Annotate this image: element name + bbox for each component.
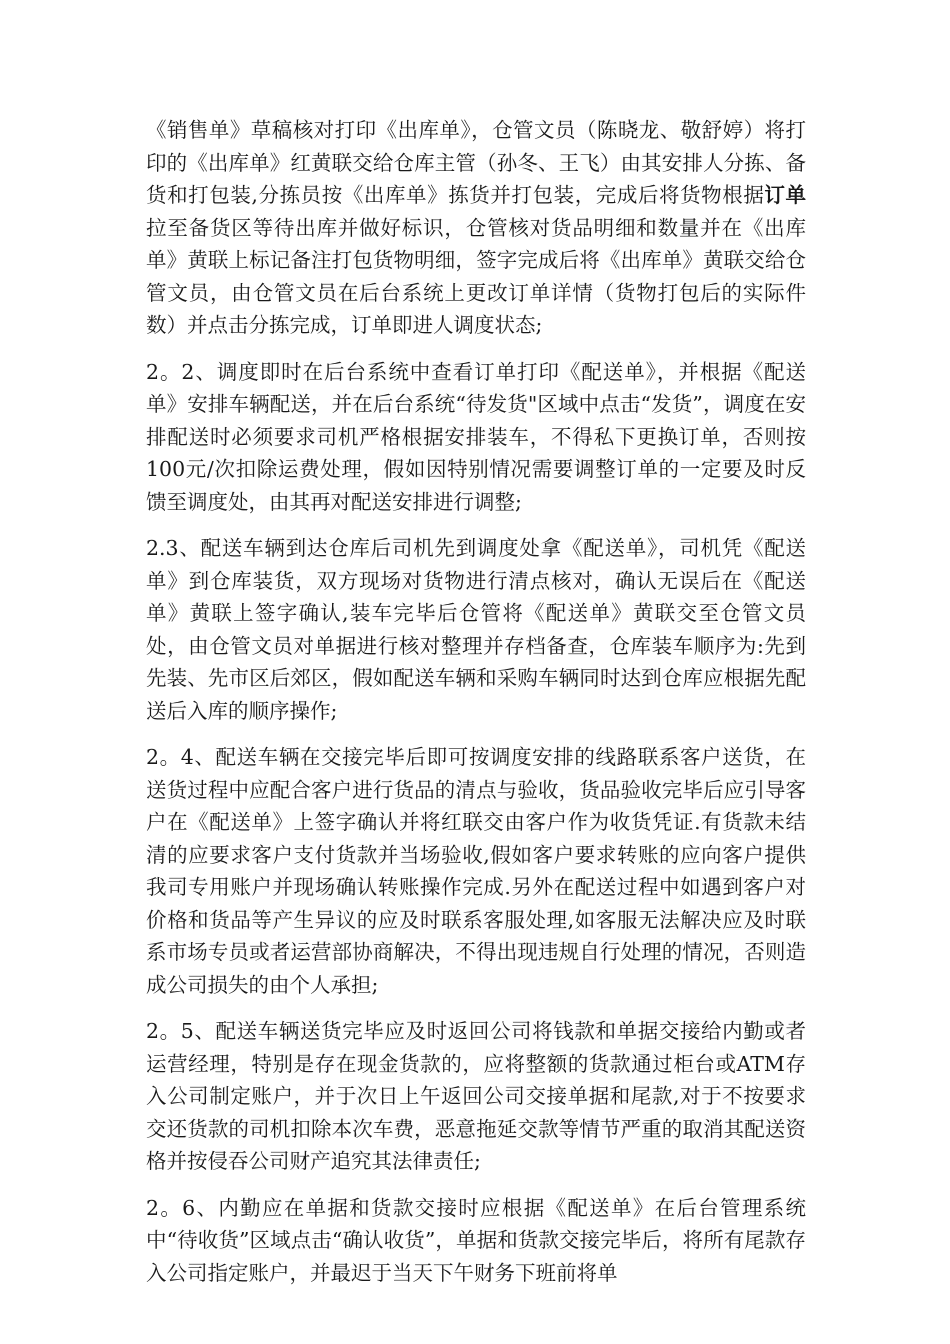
paragraph-outbound-picking [146, 114, 806, 342]
paragraph-text-end: 拉至备货区等待出库并做好标识，仓管核对货品明细和数量并在《出库单》黄联上标记备注打包货物明细，签字完成后将《出库单》黄联交给仓管文员，由仓管文员在后台系统上更改订单详情（货物打包后的实际件数）并点击分拣完成，订单即进人调度状态; [146, 215, 806, 337]
paragraph-text-start: 《销售单》草稿核对打印《出库单》，仓管文员（陈晓龙、敬舒婷）将打印的《出库单》红黄联交给仓库主管（孙冬、王飞）由其安排人分拣、备货和打包装,分拣员按《出库单》拣货并打包装，完成后将货物根据 [146, 118, 806, 207]
paragraph-2-3-loading: 2.3、配送车辆到达仓库后司机先到调度处拿《配送单》，司机凭《配送单》到仓库装货，双方现场对货物进行清点核对，确认无误后在《配送单》黄联上签字确认,装车完毕后仓管将《配送单》黄联交至仓管文员处，由仓管文员对单据进行核对整理并存档备查，仓库装车顺序为:先到先装、先市区后郊区，假如配送车辆和采购车辆同时达到仓库应根据先配送后入库的顺序操作; [146, 536, 806, 723]
paragraph-2-4-delivery: 2。4、配送车辆在交接完毕后即可按调度安排的线路联系客户送货，在送货过程中应配合客户进行货品的清点与验收，货品验收完毕后应引导客户在《配送单》上签字确认并将红联交由客户作为收货凭证.有货款未结清的应要求客户支付货款并当场验收,假如客户要求转账的应向客户提供我司专用账户并现场确认转账操作完成.另外在配送过程中如遇到客户对价格和货品等产生异议的应及时联系客服处理,如客服无法解决应及时联系市场专员或者运营部协商解决，不得出现违规自行处理的情况，否则造成公司损失的由个人承担; [146, 745, 806, 997]
document-body [146, 114, 806, 1303]
bold-keyword-order: 订单 [764, 183, 807, 207]
paragraph-2-6-receipt-confirmation: 2。6、内勤应在单据和货款交接时应根据《配送单》在后台管理系统中“待收货”区域点击“确认收货”，单据和货款交接完毕后，将所有尾款存入公司指定账户，并最迟于当天下午财务下班前将单 [146, 1195, 806, 1285]
paragraph-2-2-dispatch: 2。2、调度即时在后台系统中查看订单打印《配送单》，并根据《配送单》安排车辆配送，并在后台系统“待发货"区域中点击“发货”，调度在安排配送时必须要求司机严格根据安排装车，不得私下更换订单，否则按100元/次扣除运费处理，假如因特别情况需要调整订单的一定要及时反馈至调度处，由其再对配送安排进行调整; [146, 359, 806, 514]
paragraph-2-5-payment-return: 2。5、配送车辆送货完毕应及时返回公司将钱款和单据交接给内勤或者运营经理，特别是存在现金货款的，应将整额的货款通过柜台或ATM存入公司制定账户，并于次日上午返回公司交接单据和尾款,对于不按要求交还货款的司机扣除本次车费，恶意拖延交款等情节严重的取消其配送资格并按侵吞公司财产追究其法律责任; [146, 1019, 806, 1173]
